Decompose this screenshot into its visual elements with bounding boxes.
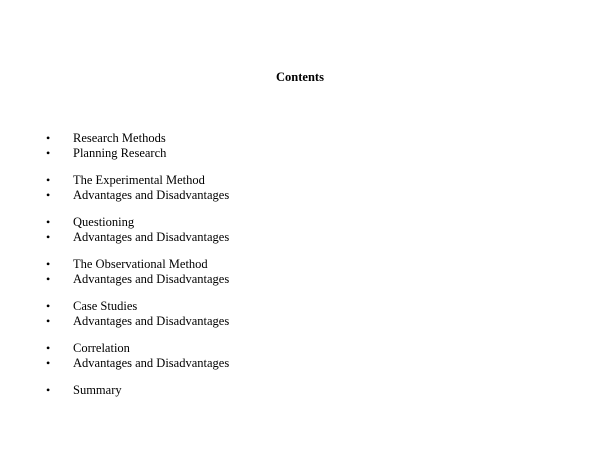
list-item — [0, 214, 600, 230]
bullet-icon: • — [46, 146, 51, 160]
list-item — [0, 298, 600, 314]
list-item-label: The Observational Method — [73, 257, 208, 271]
bullet-icon: • — [46, 272, 51, 286]
bullet-icon: • — [46, 314, 51, 328]
list-item — [0, 187, 600, 203]
list-item — [0, 229, 600, 245]
list-item — [0, 340, 600, 356]
list-item — [0, 145, 600, 161]
list-item — [0, 313, 600, 329]
list-item-label: Correlation — [73, 341, 130, 355]
list-item — [0, 271, 600, 287]
bullet-icon: • — [46, 356, 51, 370]
list-item-label: Questioning — [73, 215, 135, 229]
page-title: Contents — [276, 70, 324, 84]
bullet-icon: • — [46, 230, 51, 244]
bullet-icon: • — [46, 131, 51, 145]
bullet-icon: • — [46, 341, 51, 355]
list-item-label: Case Studies — [73, 299, 138, 313]
list-item-label: Summary — [73, 383, 122, 397]
list-item — [0, 172, 600, 188]
list-item — [0, 382, 600, 398]
list-item-label: Advantages and Disadvantages — [73, 230, 230, 244]
list-item — [0, 355, 600, 371]
list-item-label: Advantages and Disadvantages — [73, 356, 230, 370]
list-item-label: Advantages and Disadvantages — [73, 272, 230, 286]
list-item — [0, 256, 600, 272]
list-item-label: Advantages and Disadvantages — [73, 188, 230, 202]
bullet-icon: • — [46, 299, 51, 313]
bullet-icon: • — [46, 215, 51, 229]
bullet-icon: • — [46, 257, 51, 271]
bullet-icon: • — [46, 173, 51, 187]
list-item-label: The Experimental Method — [73, 173, 205, 187]
list-item-label: Research Methods — [73, 131, 166, 145]
list-item — [0, 130, 600, 146]
bullet-icon: • — [46, 383, 51, 397]
bullet-icon: • — [46, 188, 51, 202]
list-item-label: Advantages and Disadvantages — [73, 314, 230, 328]
list-item-label: Planning Research — [73, 146, 167, 160]
